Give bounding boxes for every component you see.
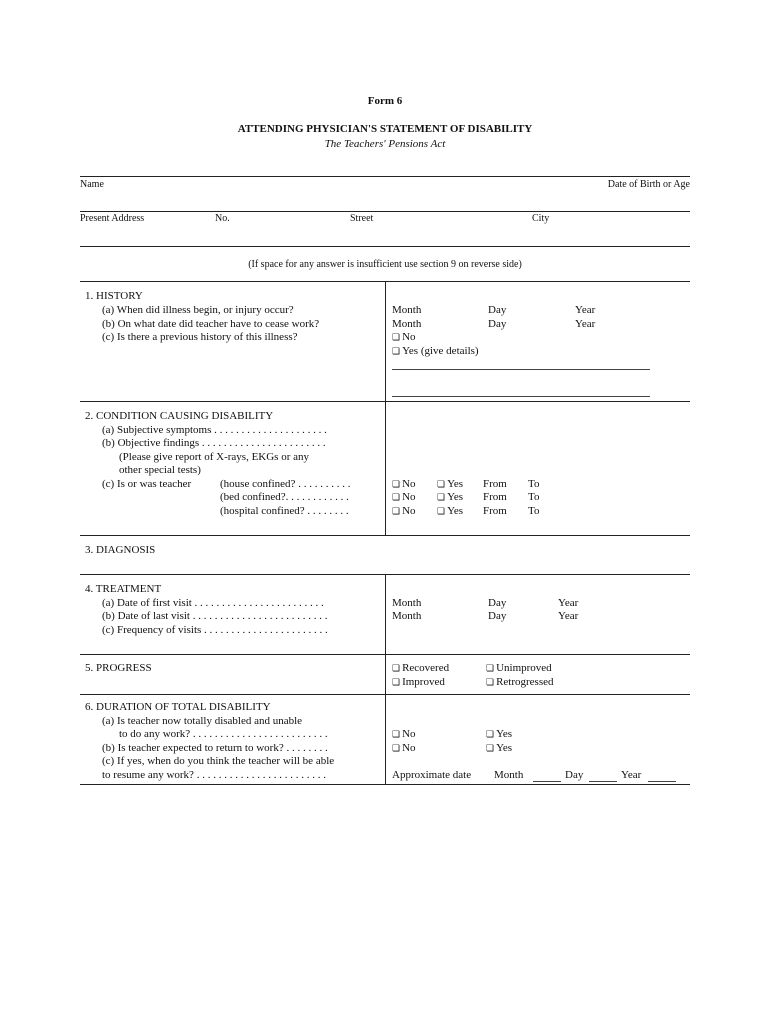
city-label: City — [532, 213, 550, 224]
checkbox-icon[interactable]: ❏ — [392, 730, 401, 740]
s1-b-month[interactable]: Month — [392, 318, 422, 330]
checkbox-icon[interactable]: ❏ — [392, 678, 401, 688]
checkbox-icon[interactable]: ❏ — [486, 730, 495, 740]
s6-b-no-option[interactable] — [392, 742, 416, 756]
checkbox-icon[interactable]: ❏ — [392, 493, 401, 503]
s6-a-no-label: No — [402, 728, 416, 740]
s2-house-to[interactable]: To — [528, 478, 540, 490]
s6-question-c: (c) If yes, when do you think the teacher will be able — [102, 755, 335, 767]
s3-heading: 3. DIAGNOSIS — [85, 544, 156, 556]
s5-bottom-rule — [80, 694, 690, 695]
s2-question-b-note-2: other special tests) — [119, 464, 201, 476]
s6-heading: 6. DURATION OF TOTAL DISABILITY — [85, 701, 271, 713]
s4-a-year[interactable]: Year — [558, 597, 579, 609]
s5-unimproved-option[interactable] — [486, 662, 552, 676]
s6-a-no-option[interactable] — [392, 728, 416, 742]
address-no-label: No. — [215, 213, 230, 224]
s4-a-day[interactable]: Day — [488, 597, 507, 609]
s2-house-no[interactable] — [392, 478, 416, 492]
s2-question-a: (a) Subjective symptoms . . . . . . . . . . . . . . . . . . . . . — [102, 424, 327, 436]
s5-improved-label: Improved — [402, 676, 445, 688]
s6-approx-month-label: Month — [494, 769, 524, 781]
address-label: Present Address — [80, 213, 145, 224]
checkbox-icon[interactable]: ❏ — [486, 678, 495, 688]
s2-hospital-yes-label: Yes — [447, 505, 464, 517]
s2-bed-to[interactable]: To — [528, 491, 540, 503]
checkbox-icon[interactable]: ❏ — [392, 480, 401, 490]
dob-label: Date of Birth or Age — [607, 179, 690, 190]
checkbox-icon[interactable]: ❏ — [486, 744, 495, 754]
s6-question-b: (b) Is teacher expected to return to work? . . . . . . . . — [102, 742, 328, 754]
s456-divider — [385, 574, 386, 784]
checkbox-icon[interactable]: ❏ — [486, 664, 495, 674]
s6-b-yes-option[interactable] — [486, 742, 512, 756]
s2-hospital-confined: (hospital confined? . . . . . . . . — [220, 505, 349, 517]
s4-b-year[interactable]: Year — [558, 610, 579, 622]
s1-question-b: (b) On what date did teacher have to cease work? — [102, 318, 320, 330]
name-label: Name — [80, 179, 104, 190]
s4-heading: 4. TREATMENT — [85, 583, 162, 595]
s1-b-year[interactable]: Year — [575, 318, 596, 330]
address-bottom-rule — [80, 246, 690, 247]
form-subtitle: The Teachers' Pensions Act — [324, 138, 446, 150]
s4-a-month[interactable]: Month — [392, 597, 422, 609]
s6-question-c-cont: to resume any work? . . . . . . . . . . . . . . . . . . . . . . . . — [102, 769, 326, 781]
s2-house-yes[interactable] — [437, 478, 463, 492]
space-note: (If space for any answer is insufficient use section 9 on reverse side) — [248, 259, 522, 270]
s2-house-yes-label: Yes — [447, 478, 464, 490]
s6-question-a: (a) Is teacher now totally disabled and unable — [102, 715, 303, 727]
checkbox-icon[interactable]: ❏ — [392, 664, 401, 674]
s2-hospital-to[interactable]: To — [528, 505, 540, 517]
s2-bed-no[interactable] — [392, 491, 416, 505]
s2-bed-confined: (bed confined?. . . . . . . . . . . . — [220, 491, 349, 503]
s1-details-line-2[interactable] — [392, 396, 650, 397]
checkbox-icon[interactable]: ❏ — [437, 507, 446, 517]
s2-bottom-rule — [80, 535, 690, 536]
s2-house-no-label: No — [402, 478, 416, 490]
s1-b-day[interactable]: Day — [488, 318, 507, 330]
s2-bed-from[interactable]: From — [483, 491, 507, 503]
s1-a-day[interactable]: Day — [488, 304, 507, 316]
s2-bed-no-label: No — [402, 491, 416, 503]
s2-house-from[interactable]: From — [483, 478, 507, 490]
s4-question-b: (b) Date of last visit . . . . . . . . . . . . . . . . . . . . . . . . . — [102, 610, 328, 622]
s2-heading: 2. CONDITION CAUSING DISABILITY — [85, 410, 274, 422]
s6-b-no-label: No — [402, 742, 416, 754]
s2-bed-yes-label: Yes — [447, 491, 464, 503]
street-label: Street — [350, 213, 374, 224]
s1-c-no-label: No — [402, 331, 416, 343]
table-bottom-rule — [80, 784, 690, 785]
s6-approx-day-field[interactable] — [589, 781, 617, 782]
s6-a-yes-label: Yes — [496, 728, 513, 740]
s1-heading: 1. HISTORY — [85, 290, 143, 302]
s1-c-yes-label: Yes (give details) — [402, 345, 479, 357]
form-title: ATTENDING PHYSICIAN'S STATEMENT OF DISABILITY — [237, 123, 533, 135]
s1-question-c: (c) Is there a previous history of this illness? — [102, 331, 298, 343]
address-top-rule — [80, 211, 690, 212]
s1-c-yes-option[interactable] — [392, 345, 479, 359]
checkbox-icon[interactable]: ❏ — [392, 333, 401, 343]
s6-approx-year-field[interactable] — [648, 781, 676, 782]
s2-hospital-from[interactable]: From — [483, 505, 507, 517]
s4-question-a: (a) Date of first visit . . . . . . . . . . . . . . . . . . . . . . . . — [102, 597, 324, 609]
checkbox-icon[interactable]: ❏ — [437, 493, 446, 503]
s2-hospital-no-label: No — [402, 505, 416, 517]
s2-divider — [385, 401, 386, 535]
s2-hospital-yes[interactable] — [437, 505, 463, 519]
s2-house-confined: (house confined? . . . . . . . . . . — [220, 478, 351, 490]
s2-question-c: (c) Is or was teacher — [102, 478, 192, 490]
s1-a-year[interactable]: Year — [575, 304, 596, 316]
checkbox-icon[interactable]: ❏ — [392, 507, 401, 517]
s2-bed-yes[interactable] — [437, 491, 463, 505]
s1-c-no-option[interactable] — [392, 331, 416, 345]
s4-b-month[interactable]: Month — [392, 610, 422, 622]
s2-question-b: (b) Objective findings . . . . . . . . . . . . . . . . . . . . . . . — [102, 437, 326, 449]
s5-recovered-option[interactable] — [392, 662, 449, 676]
s5-recovered-label: Recovered — [402, 662, 450, 674]
s1-a-month[interactable]: Month — [392, 304, 422, 316]
s5-heading: 5. PROGRESS — [85, 662, 152, 674]
s1-details-line-1[interactable] — [392, 369, 650, 370]
s6-approx-month-field[interactable] — [533, 781, 561, 782]
s4-question-c: (c) Frequency of visits . . . . . . . . . . . . . . . . . . . . . . . — [102, 624, 328, 636]
s6-approx-date-label: Approximate date — [392, 769, 472, 781]
s4-b-day[interactable]: Day — [488, 610, 507, 622]
s6-a-yes-option[interactable] — [486, 728, 512, 742]
s5-retrogressed-label: Retrogressed — [496, 676, 554, 688]
s1-question-a: (a) When did illness begin, or injury occur? — [102, 304, 294, 316]
checkbox-icon[interactable]: ❏ — [392, 744, 401, 754]
s2-question-b-note: (Please give report of X-rays, EKGs or any — [119, 451, 309, 463]
s5-unimproved-label: Unimproved — [496, 662, 552, 674]
s2-hospital-no[interactable] — [392, 505, 416, 519]
s6-question-a-cont: to do any work? . . . . . . . . . . . . . . . . . . . . . . . . . — [119, 728, 328, 740]
s5-improved-option[interactable] — [392, 676, 445, 690]
s1-divider — [385, 281, 386, 401]
s4-bottom-rule — [80, 654, 690, 655]
name-top-rule — [80, 176, 690, 177]
s6-approx-day-label: Day — [565, 769, 584, 781]
s6-b-yes-label: Yes — [496, 742, 513, 754]
form-number: Form 6 — [367, 95, 403, 107]
checkbox-icon[interactable]: ❏ — [437, 480, 446, 490]
s5-retrogressed-option[interactable] — [486, 676, 554, 690]
s6-approx-year-label: Year — [621, 769, 642, 781]
checkbox-icon[interactable]: ❏ — [392, 347, 401, 357]
